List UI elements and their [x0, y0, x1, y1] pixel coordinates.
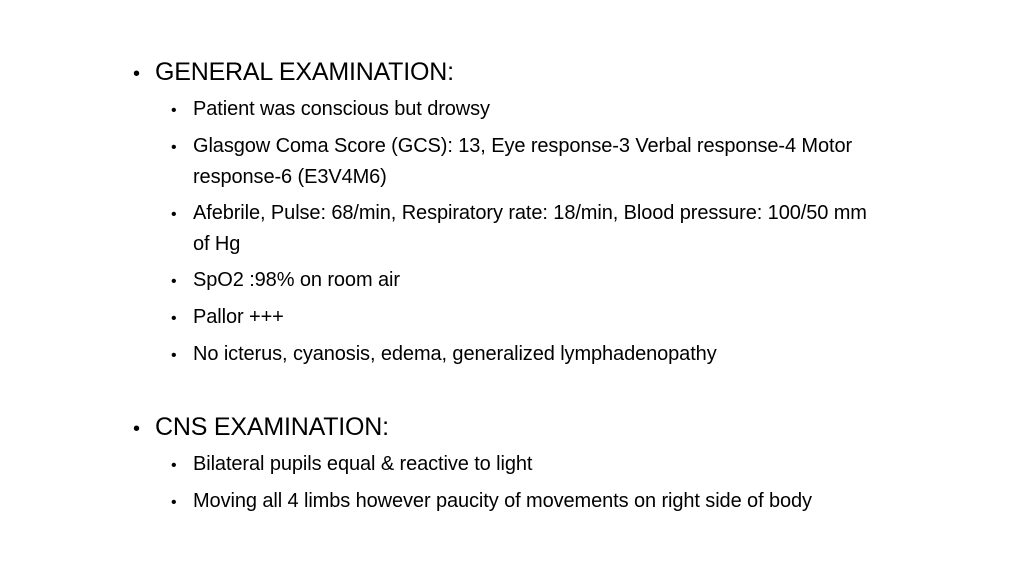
list-item — [171, 198, 913, 260]
cns-examination-heading: CNS EXAMINATION: — [155, 413, 389, 441]
section-heading-row — [133, 411, 913, 445]
bullet-icon: • — [133, 63, 140, 85]
list-item — [171, 131, 913, 193]
list-item — [171, 486, 913, 518]
cns-examination-list — [133, 449, 913, 518]
list-item — [171, 265, 913, 297]
bullet-icon: • — [171, 273, 177, 290]
list-item-text: Afebrile, Pulse: 68/min, Respiratory rate: 18/min, Blood pressure: 100/50 mm of Hg — [193, 202, 867, 255]
list-item-text: Moving all 4 limbs however paucity of movements on right side of body — [193, 490, 812, 512]
section-heading-row — [133, 56, 913, 90]
cns-examination-section — [133, 411, 913, 523]
list-item — [171, 449, 913, 481]
bullet-icon: • — [171, 310, 177, 327]
list-item — [171, 94, 913, 126]
general-examination-section — [133, 56, 913, 376]
bullet-icon: • — [171, 102, 177, 119]
general-examination-list — [133, 94, 913, 371]
list-item — [171, 302, 913, 334]
list-item-text: Patient was conscious but drowsy — [193, 98, 490, 120]
bullet-icon: • — [171, 139, 177, 156]
bullet-icon: • — [171, 494, 177, 511]
list-item-text: Pallor +++ — [193, 306, 284, 328]
list-item-text: Glasgow Coma Score (GCS): 13, Eye response-3 Verbal response-4 Motor response-6 (E3V4M6) — [193, 135, 853, 188]
general-examination-heading: GENERAL EXAMINATION: — [155, 58, 454, 86]
bullet-icon: • — [133, 418, 140, 440]
list-item-text: No icterus, cyanosis, edema, generalized lymphadenopathy — [193, 343, 717, 365]
bullet-icon: • — [171, 347, 177, 364]
list-item-text: SpO2 :98% on room air — [193, 269, 400, 291]
list-item-text: Bilateral pupils equal & reactive to light — [193, 453, 533, 475]
list-item — [171, 339, 913, 371]
bullet-icon: • — [171, 457, 177, 474]
bullet-icon: • — [171, 206, 177, 223]
